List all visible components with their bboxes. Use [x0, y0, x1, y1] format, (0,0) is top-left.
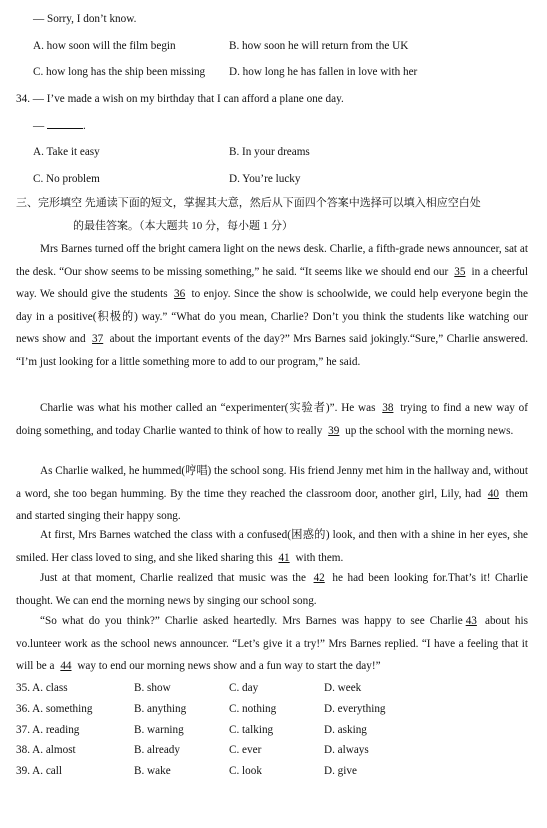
blank-39: 39 — [328, 424, 340, 437]
answer-37-b: B. warning — [134, 724, 184, 736]
passage-text: them and started singing their happy song. — [16, 487, 528, 523]
q34-reply-dash: — — [33, 120, 45, 132]
section-heading — [16, 192, 531, 238]
section-heading-line2: 的最佳答案。（本大题共 10 分，每小题 1 分） — [73, 220, 293, 232]
q34-option-c: C. No problem — [33, 173, 100, 185]
q34-answer-blank — [47, 118, 83, 129]
q34-reply — [33, 118, 86, 133]
q33-option-b: B. how soon he will return from the UK — [229, 40, 409, 52]
passage-paragraph-5 — [16, 567, 528, 612]
passage-paragraph-3 — [16, 460, 528, 528]
blank-41: 41 — [278, 551, 290, 564]
q34-stem: 34. — I’ve made a wish on my birthday that I can afford a plane one day. — [16, 93, 344, 105]
answer-38-d: D. always — [324, 744, 369, 756]
answer-37-c: C. talking — [229, 724, 274, 736]
passage-text: about the important events of the day?” Mrs Barnes said jokingly.“Sure,” Charlie answered. “I’m just looking for a little something more to add to our program,” he said. — [16, 333, 528, 368]
passage-paragraph-4 — [16, 524, 528, 569]
blank-44: 44 — [60, 660, 72, 673]
q33-option-c: C. how long has the ship been missing — [33, 66, 206, 78]
answer-38-b: B. already — [134, 744, 180, 756]
answer-38-a: 38. A. almost — [16, 744, 76, 756]
answer-39-b: B. wake — [134, 765, 171, 777]
q34-option-a: A. Take it easy — [33, 146, 100, 158]
answer-37-a: 37. A. reading — [16, 724, 80, 736]
passage-text: At first, Mrs Barnes watched the class with a confused(困惑的) look, and then with a shine in her eyes, she smiled. Her class loved to sing, and she liked sharing this — [16, 529, 528, 564]
passage-paragraph-2 — [16, 397, 528, 442]
blank-37: 37 — [92, 333, 104, 346]
blank-35: 35 — [454, 265, 466, 278]
blank-43: 43 — [465, 615, 477, 627]
answer-35-d: D. week — [324, 682, 362, 694]
passage-text: Charlie was what his mother called an “experimenter(实验者)”. He was — [40, 402, 380, 414]
blank-40: 40 — [487, 487, 499, 500]
passage-text: Mrs Barnes turned off the bright camera light on the news desk. Charlie, a fifth-grade news announcer, sat at the desk. “Our show seems to be missing something,” he said. “It seems like we should end our — [16, 243, 528, 278]
q34-option-b: B. In your dreams — [229, 146, 310, 158]
answer-37-d: D. asking — [324, 724, 367, 736]
answer-39-d: D. give — [324, 765, 357, 777]
answer-35-a: 35. A. class — [16, 682, 68, 694]
blank-36: 36 — [173, 288, 186, 301]
answer-36-b: B. anything — [134, 703, 187, 715]
answer-36-a: 36. A. something — [16, 703, 93, 715]
q34-reply-end: . — [82, 120, 86, 132]
passage-text: to enjoy. Since the show is schoolwide, we could help everyone begin the day in a positive(积极的) way.” “What do you mean, Charlie? Don’t you think the students like watching our news show and — [16, 288, 528, 346]
passage-text: up the school with the morning news. — [342, 424, 514, 437]
passage-text: in a cheerful way. We should give the students — [16, 265, 528, 301]
blank-38: 38 — [382, 402, 394, 414]
passage-text: with them. — [292, 551, 344, 564]
passage-text: about his vo.lunteer work as the school news announcer. “Let’s give it a try!” Mrs Barnes replied. “I have a feeling that it will be a — [16, 615, 528, 673]
answer-35-b: B. show — [134, 682, 171, 694]
passage-paragraph-6 — [16, 610, 528, 678]
passage-text: he had been looking for.That’s it! Charlie thought. We can end the morning news by singing our school song. — [16, 572, 528, 607]
answer-36-d: D. everything — [324, 703, 386, 715]
answer-39-c: C. look — [229, 765, 262, 777]
passage-text: As Charlie walked, he hummed(哼唱) the school song. His friend Jenny met him in the hallway and, without a word, she too began humming. By the time they reached the classroom door, another girl, Lily, had — [16, 465, 528, 500]
answer-35-c: C. day — [229, 682, 259, 694]
answer-36-c: C. nothing — [229, 703, 277, 715]
passage-paragraph-1 — [16, 238, 528, 374]
passage-text: trying to find a new way of doing something, and today Charlie wanted to think of how to really — [16, 402, 528, 437]
blank-42: 42 — [313, 572, 325, 584]
answer-38-c: C. ever — [229, 744, 262, 756]
q33-option-d: D. how long he has fallen in love with her — [229, 66, 418, 78]
section-heading-line1: 三、完形填空 先通读下面的短文，掌握其大意，然后从下面四个答案中选择可以填入相应空白处 — [16, 197, 481, 209]
passage-text: way to end our morning news show and a fun way to start the day!” — [74, 660, 381, 673]
q34-option-d: D. You’re lucky — [229, 173, 301, 185]
answer-39-a: 39. A. call — [16, 765, 62, 777]
passage-text: “So what do you think?” Charlie asked heartedly. Mrs Barnes was happy to see Charlie — [40, 615, 463, 627]
q33-reply: — Sorry, I don’t know. — [33, 13, 137, 25]
passage-text: Just at that moment, Charlie realized that music was the — [40, 572, 311, 584]
q33-option-a: A. how soon will the film begin — [33, 40, 176, 52]
